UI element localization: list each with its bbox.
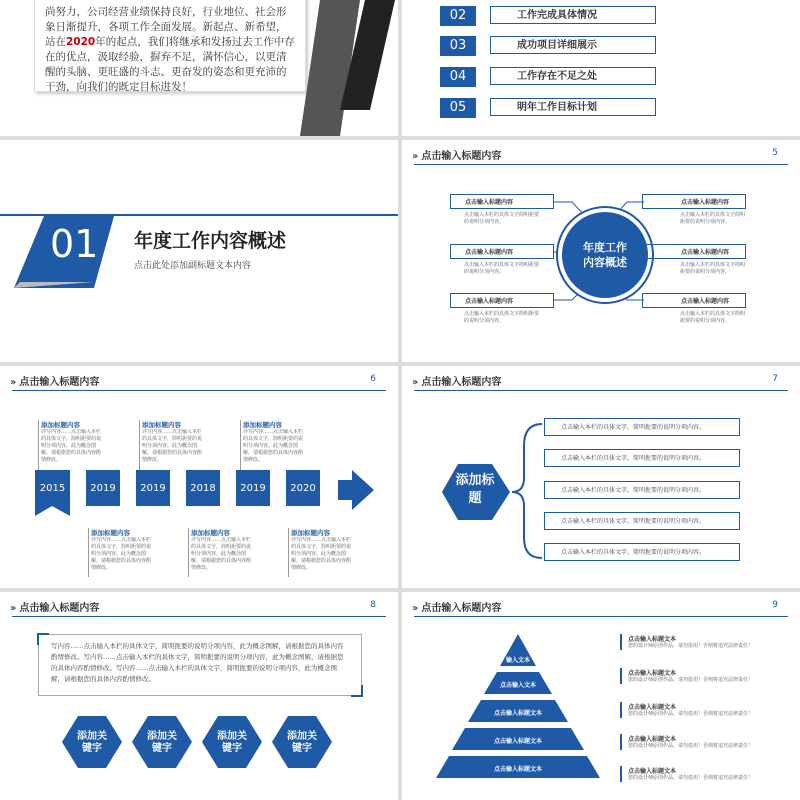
list-row-5: 点击输入本栏的具体文字，简明扼要的说明分项内容。 xyxy=(544,543,740,561)
page-number: 7 xyxy=(772,374,778,384)
note-text: 详写内容……点击输入本栏的具体文字，简明扼要的说明分项内容。此为概念图解，请根据您的具体内容酌情修改。 xyxy=(191,537,252,571)
node-left-1[interactable] xyxy=(450,194,554,229)
timeline-note-bottom-2 xyxy=(188,528,255,577)
slide-header: ››› 点击输入标题内容 xyxy=(10,377,100,388)
note-title: 点击输入标题文本 xyxy=(628,768,677,775)
node-text: 点击输入本栏的具体文字简明扼要的说明分项内容。 xyxy=(464,212,540,225)
note-text: 您的设计师原创作品，请勿盗用！否则将追究法律责任！ xyxy=(628,743,754,749)
frame-text: 写内容……点击输入本栏的具体文字，简明扼要的说明分项内容，此为概念图解，请根据您的具体内容酌情修改。写内容……点击输入本栏的具体文字，简明扼要的说明分项内容，此为概念图解，请根据您的具体内容酌情修改。写内容……点击输入本栏的具体文字，简明扼要的说明分项内容，此为概念图解，请根据您的具体内容酌情修改。 xyxy=(51,642,344,683)
pyramid-note-1 xyxy=(620,634,758,650)
list-row-2: 点击输入本栏的具体文字，简明扼要的说明分项内容。 xyxy=(544,449,740,467)
note-text: 您的设计师原创作品，请勿盗用！否则将追究法律责任！ xyxy=(628,643,754,649)
item-number: 04 xyxy=(440,67,476,87)
note-text: 您的设计师原创作品，请勿盗用！否则将追究法律责任！ xyxy=(628,775,754,781)
node-text: 点击输入本栏的具体文字简明扼要的说明分项内容。 xyxy=(680,262,746,275)
node-text: 点击输入本栏的具体文字简明扼要的说明分项内容。 xyxy=(464,311,540,324)
slide-header: ››› 点击输入标题内容 xyxy=(412,603,502,614)
page-number: 5 xyxy=(772,148,778,158)
list-row-3: 点击输入本栏的具体文字，简明扼要的说明分项内容。 xyxy=(544,481,740,499)
slide-header: ››› 点击输入标题内容 xyxy=(412,377,502,388)
double-chevron-icon: ››› xyxy=(10,377,14,388)
note-text: 您的设计师原创作品，请勿盗用！否则将追究法律责任！ xyxy=(628,711,754,717)
year-label: 2015 xyxy=(39,483,66,494)
page-number: 6 xyxy=(370,374,376,384)
double-chevron-icon: ››› xyxy=(10,603,14,614)
keyword-label: 添加关键字 xyxy=(77,731,107,754)
text-card xyxy=(34,0,306,92)
note-title: 添加标题内容 xyxy=(243,421,282,429)
page-number: 8 xyxy=(370,600,376,610)
note-title: 添加标题内容 xyxy=(191,529,230,537)
node-right-2[interactable] xyxy=(642,244,746,279)
pyramid-note-4 xyxy=(620,734,758,750)
note-title: 点击输入标题文本 xyxy=(628,704,677,711)
note-title: 点击输入标题文本 xyxy=(628,636,677,643)
node-text: 点击输入本栏的具体文字简明扼要的说明分项内容。 xyxy=(464,262,540,275)
keyword-label: 添加关键字 xyxy=(147,731,177,754)
section-number: 01 xyxy=(50,222,99,266)
note-title: 添加标题内容 xyxy=(91,529,130,537)
slide-5-timeline[interactable] xyxy=(0,366,398,588)
section-subtitle: 点击此处添加副标题文本内容 xyxy=(134,261,252,271)
pyramid-level-3: 点击输入标题文本 xyxy=(493,710,542,717)
intro-paragraph: 尚努力，公司经营业绩保持良好，行业地位、社会形象日渐提升，各项工作全面发展。新起点、新希望，站在2020年的起点，我们将继承和发扬过去工作中存在的优点，汲取经验，摒弃不足，满怀信心，以更清醒的头脑、更旺盛的斗志、更奋发的姿态和更充沛的干劲，向我们的既定目标进发！ xyxy=(45,6,295,93)
year-label: 2019 xyxy=(240,483,266,494)
slide-header: ››› 点击输入标题内容 xyxy=(412,151,502,162)
slide-6-list[interactable] xyxy=(402,366,800,588)
pyramid-note-5 xyxy=(620,766,758,782)
double-chevron-icon: ››› xyxy=(412,603,416,614)
note-text: 详写内容……点击输入本栏的具体文字，简明扼要的说明分项内容。此为概念图解，请根据您的具体内容酌情修改。 xyxy=(142,429,202,463)
dark-stripes-decoration xyxy=(300,0,398,136)
note-text: 详写内容……点击输入本栏的具体文字，简明扼要的说明分项内容。此为概念图解，请根据您的具体内容酌情修改。 xyxy=(291,537,352,571)
slide-8-pyramid[interactable] xyxy=(402,592,800,800)
timeline-note-bottom-3 xyxy=(288,528,355,577)
item-number: 03 xyxy=(440,36,476,56)
double-chevron-icon: ››› xyxy=(412,377,416,388)
node-text: 点击输入本栏的具体文字简明扼要的说明分项内容。 xyxy=(680,212,746,225)
double-chevron-icon: ››› xyxy=(412,151,416,162)
node-title: 点击输入标题内容 xyxy=(642,194,746,209)
pyramid-level-1: 输入文本 xyxy=(505,657,530,664)
node-right-1[interactable] xyxy=(642,194,746,229)
node-title: 点击输入标题内容 xyxy=(642,244,746,259)
keyword-label: 添加关键字 xyxy=(287,731,317,754)
pyramid-level-2: 点击输入文本 xyxy=(499,682,536,689)
note-text: 详写内容……点击输入本栏的具体文字，简明扼要的说明分项内容。此为概念图解，请根据您的具体内容酌情修改。 xyxy=(91,537,152,571)
keyword-label: 添加关键字 xyxy=(217,731,247,754)
node-title: 点击输入标题内容 xyxy=(642,293,746,308)
node-title: 点击输入标题内容 xyxy=(450,244,554,259)
item-label-box: 成功项目详细展示 xyxy=(490,36,656,54)
year-label: 2019 xyxy=(90,483,116,494)
slide-1[interactable] xyxy=(0,0,398,136)
slide-2-contents[interactable] xyxy=(402,0,800,136)
slide-7-keywords[interactable] xyxy=(0,592,398,800)
list-row-1: 点击输入本栏的具体文字，简明扼要的说明分项内容。 xyxy=(544,418,740,436)
note-text: 详写内容……点击输入本栏的具体文字，简明扼要的说明分项内容。此为概念图解，请根据您的具体内容酌情修改。 xyxy=(243,429,303,463)
center-circle xyxy=(558,208,652,302)
node-left-3[interactable] xyxy=(450,293,554,328)
note-title: 点击输入标题文本 xyxy=(628,736,677,743)
year-label: 2019 xyxy=(140,483,166,494)
note-title: 添加标题内容 xyxy=(41,421,80,429)
hexagon-label: 添加标题 xyxy=(455,473,495,506)
keyword-hexagons xyxy=(0,592,398,800)
note-title: 添加标题内容 xyxy=(142,421,181,429)
item-number: 05 xyxy=(440,98,476,118)
note-title: 点击输入标题文本 xyxy=(628,670,677,677)
year-label: 2020 xyxy=(290,483,316,494)
pyramid-note-3 xyxy=(620,702,758,718)
pyramid-note-2 xyxy=(620,668,758,684)
note-text: 您的设计师原创作品，请勿盗用！否则将追究法律责任！ xyxy=(628,677,754,683)
slide-4-overview[interactable] xyxy=(402,140,800,362)
item-number: 02 xyxy=(440,6,476,26)
slide-3-section[interactable] xyxy=(0,140,398,362)
center-label: 年度工作内容概述 xyxy=(583,241,627,269)
section-title: 年度工作内容概述 xyxy=(134,230,287,252)
year-label: 2018 xyxy=(190,483,216,494)
page-number: 9 xyxy=(772,600,778,610)
timeline-note-bottom-1 xyxy=(88,528,155,577)
item-label-box: 工作完成具体情况 xyxy=(490,6,656,24)
node-right-3[interactable] xyxy=(642,293,746,328)
item-label-box: 明年工作目标计划 xyxy=(490,98,656,116)
list-row-4: 点击输入本栏的具体文字，简明扼要的说明分项内容。 xyxy=(544,512,740,530)
note-text: 详写内容……点击输入本栏的具体文字，简明扼要的说明分项内容。此为概念图解，请根据您的具体内容酌情修改。 xyxy=(41,429,101,463)
node-title: 点击输入标题内容 xyxy=(450,293,554,308)
pyramid-level-4: 点击输入标题文本 xyxy=(493,738,542,745)
node-text: 点击输入本栏的具体文字简明扼要的说明分项内容。 xyxy=(680,311,746,324)
pyramid-level-5: 点击输入标题文本 xyxy=(493,766,542,773)
item-label-box: 工作存在不足之处 xyxy=(490,67,656,85)
slide-header: ››› 点击输入标题内容 xyxy=(10,603,100,614)
note-title: 添加标题内容 xyxy=(291,529,330,537)
node-left-2[interactable] xyxy=(450,244,554,279)
node-title: 点击输入标题内容 xyxy=(450,194,554,209)
